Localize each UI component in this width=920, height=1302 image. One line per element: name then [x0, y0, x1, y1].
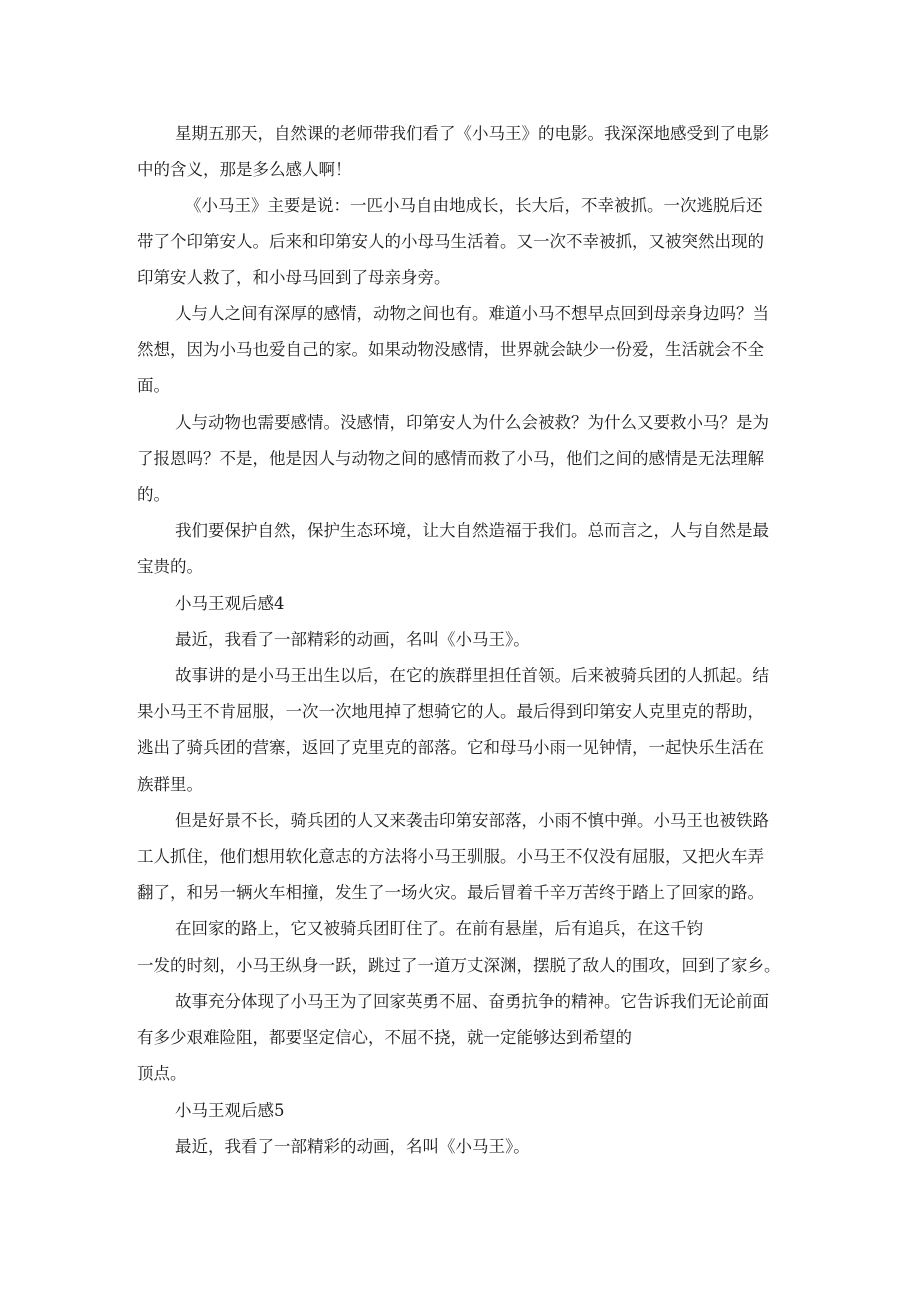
text-line: 故事讲的是小马王出生以后，在它的族群里担任首领。后来被骑兵团的人抓起。结	[175, 666, 769, 685]
text-line: 果小马王不肯屈服，一次一次地甩掉了想骑它的人。最后得到印第安人克里克的帮助，	[137, 702, 764, 721]
text-line: 了报恩吗？不是，他是因人与动物之间的感情而救了小马，他们之间的感情是无法理解	[137, 449, 764, 468]
text-line: 中的含义，那是多么感人啊！	[137, 160, 352, 179]
text-line: 一发的时刻，小马王纵身一跃，跳过了一道万丈深渊，摆脱了敌人的围攻，回到了家乡。	[137, 956, 781, 975]
text-line: 有多少艰难险阻，都要坚定信心，不屈不挠，就一定能够达到希望的	[137, 1028, 632, 1047]
text-line: 带了个印第安人。后来和印第安人的小母马生活着。又一次不幸被抓，又被突然出现的	[137, 232, 764, 251]
text-line: 族群里。	[137, 775, 203, 794]
text-line: 《小马王》主要是说：一匹小马自由地成长，长大后，不幸被抓。一次逃脱后还	[185, 196, 763, 215]
text-line: 宝贵的。	[137, 557, 203, 576]
text-line: 面。	[137, 376, 170, 395]
text-line: 但是好景不长，骑兵团的人又来袭击印第安部落，小雨不慎中弹。小马王也被铁路	[175, 811, 769, 830]
text-line: 人与动物也需要感情。没感情，印第安人为什么会被救？为什么又要救小马？是为	[175, 413, 769, 432]
text-line: 的。	[137, 485, 170, 504]
text-line: 最近，我看了一部精彩的动画，名叫《小马王》。	[175, 630, 530, 649]
text-line: 然想，因为小马也爱自己的家。如果动物没感情，世界就会缺少一份爱，生活就会不全	[137, 340, 764, 359]
section-heading: 小马王观后感5	[175, 1101, 285, 1120]
section-heading: 小马王观后感4	[175, 594, 285, 613]
text-line: 翻了，和另一辆火车相撞，发生了一场火灾。最后冒着千辛万苦终于踏上了回家的路。	[137, 883, 764, 902]
text-line: 印第安人救了，和小母马回到了母亲身旁。	[137, 268, 451, 287]
text-line: 最近，我看了一部精彩的动画，名叫《小马王》。	[175, 1137, 530, 1156]
text-line: 我们要保护自然，保护生态环境，让大自然造福于我们。总而言之，人与自然是最	[175, 521, 769, 540]
text-line: 顶点。	[137, 1064, 187, 1083]
text-line: 星期五那天，自然课的老师带我们看了《小马王》的电影。我深深地感受到了电影	[175, 124, 769, 143]
text-line: 故事充分体现了小马王为了回家英勇不屈、奋勇抗争的精神。它告诉我们无论前面	[175, 992, 769, 1011]
text-line: 在回家的路上，它又被骑兵团盯住了。在前有悬崖，后有追兵，在这千钧	[175, 919, 703, 938]
text-line: 逃出了骑兵团的营寨，返回了克里克的部落。它和母马小雨一见钟情，一起快乐生活在	[137, 738, 764, 757]
text-line: 工人抓住，他们想用软化意志的方法将小马王驯服。小马王不仅没有屈服，又把火车弄	[137, 847, 764, 866]
text-line: 人与人之间有深厚的感情，动物之间也有。难道小马不想早点回到母亲身边吗？当	[175, 304, 769, 323]
